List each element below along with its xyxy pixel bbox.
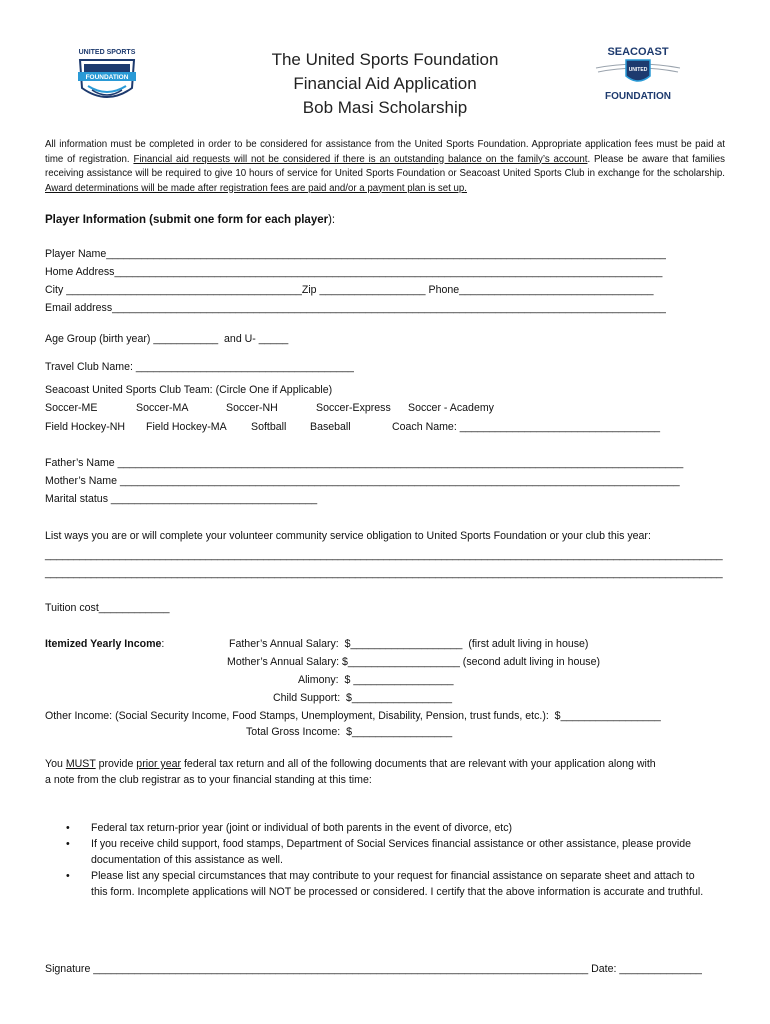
team-soccer-me[interactable]: Soccer-ME [45, 402, 98, 414]
father-name-field[interactable]: Father’s Name ________________________________________________________________________________________________ [45, 457, 684, 469]
doc-must: MUST [65, 758, 96, 770]
tuition-cost-field[interactable]: Tuition cost____________ [45, 602, 170, 614]
child-support-field[interactable]: Child Support: $_________________ [273, 692, 453, 704]
seacoast-logo-text: SEACOAST [607, 46, 669, 58]
intro-text-2: . Please be aware that families receiving assistance will be required to give 10 hours of service for United Sports Foundation or Seacoast United Sports Club in exchange for the scholarship. [45, 153, 725, 179]
document-title [200, 48, 570, 120]
home-address-field[interactable]: Home Address_____________________________________________________________________________________________ [45, 266, 663, 278]
bullet-icon: • [66, 838, 70, 850]
documents-bullet-list [66, 820, 706, 900]
doc-text-c: federal tax return and all of the following documents that are relevant with your application along with [181, 758, 656, 770]
total-gross-income-field[interactable]: Total Gross Income: $_________________ [246, 726, 453, 738]
itemized-income-colon: : [161, 638, 165, 650]
intro-text-1: All information must be completed in order to be considered for assistance from the United Sports Foundation. Appropriate application fees must be paid at time of registration. [45, 139, 725, 165]
list-item [66, 868, 706, 900]
doc-prior-year: prior year [136, 758, 182, 770]
player-info-heading-end: ): [328, 214, 336, 226]
intro-balance-notice: Financial aid requests will not be considered if there is an outstanding balance on the family’s account [133, 153, 588, 165]
itemized-income-label [45, 637, 164, 651]
seacoast-shield-icon [592, 44, 684, 104]
marital-status-field[interactable]: Marital status ___________________________________ [45, 493, 318, 505]
intro-award-notice: Award determinations will be made after registration fees are paid and/or a payment plan is set up. [45, 182, 467, 194]
united-sports-foundation-logo [72, 40, 142, 108]
player-info-heading-text: Player Information (submit one form for each player [45, 214, 329, 226]
mother-salary-field[interactable]: Mother’s Annual Salary: $___________________ (second adult living in house) [227, 656, 601, 668]
list-item [66, 820, 706, 836]
team-field-hockey-nh[interactable]: Field Hockey-NH [45, 421, 126, 433]
coach-name-field[interactable]: Coach Name: __________________________________ [392, 421, 661, 433]
title-line-1: The United Sports Foundation [271, 50, 499, 69]
bullet-icon: • [66, 870, 70, 882]
city-zip-phone-field[interactable]: City ________________________________________Zip __________________ Phone_________________________________ [45, 284, 654, 296]
seacoast-united-foundation-logo [592, 44, 684, 104]
team-heading: Seacoast United Sports Club Team: (Circle One if Applicable) [45, 384, 333, 396]
player-info-heading [45, 213, 335, 227]
team-soccer-ma[interactable]: Soccer-MA [136, 402, 189, 414]
email-address-field[interactable]: Email address______________________________________________________________________________________________ [45, 302, 666, 314]
title-line-3: Bob Masi Scholarship [302, 98, 468, 117]
united-shield-text: UNITED [628, 67, 648, 73]
bullet-icon: • [66, 822, 70, 834]
documents-instruction-line-1 [45, 757, 656, 771]
volunteer-prompt: List ways you are or will complete your volunteer community service obligation to United Sports Foundation or your club this year: [45, 530, 651, 542]
bullet-text: If you receive child support, food stamps, Department of Social Services financial assistance or other assistance, please provide documentation of this assistance as well. [91, 838, 692, 866]
bullet-text: Federal tax return-prior year (joint or individual of both parents in the event of divorce, etc) [91, 822, 513, 834]
bullet-text: Please list any special circumstances that may contribute to your request for financial assistance on separate sheet and attach to this form. Incomplete applications will NOT be processed or considered. I certify that the above information is accurate and truthful. [91, 870, 704, 898]
travel-club-field[interactable]: Travel Club Name: _____________________________________ [45, 361, 354, 373]
signature-date-field[interactable]: Signature ____________________________________________________________________________________ Date: ______________ [45, 963, 702, 975]
intro-paragraph [45, 138, 725, 196]
father-salary-field[interactable]: Father’s Annual Salary: $___________________ (first adult living in house) [229, 638, 589, 650]
list-item [66, 836, 706, 868]
team-soccer-express[interactable]: Soccer-Express [316, 402, 391, 414]
other-income-field[interactable]: Other Income: (Social Security Income, Food Stamps, Unemployment, Disability, Pension, trust funds, etc.): $_________________ [45, 710, 661, 722]
usf-crest-icon [72, 40, 142, 108]
title-line-2: Financial Aid Application [293, 74, 477, 93]
usf-logo-title-text: UNITED SPORTS [78, 49, 136, 56]
documents-instruction-line-2: a note from the club registrar as to your financial standing at this time: [45, 774, 372, 786]
usf-logo-foundation-text: FOUNDATION [85, 74, 129, 81]
itemized-income-text: Itemized Yearly Income [45, 638, 162, 650]
mother-name-field[interactable]: Mother’s Name _______________________________________________________________________________________________ [45, 475, 680, 487]
doc-text-a: You [45, 758, 66, 770]
volunteer-line-2[interactable]: ______________________________________________________________________________________________________________________ [45, 567, 723, 579]
team-field-hockey-ma[interactable]: Field Hockey-MA [146, 421, 227, 433]
foundation-logo-text: FOUNDATION [605, 91, 671, 102]
team-soccer-nh[interactable]: Soccer-NH [226, 402, 278, 414]
team-baseball[interactable]: Baseball [310, 421, 351, 433]
team-soccer-academy[interactable]: Soccer - Academy [408, 402, 494, 414]
player-name-field[interactable]: Player Name_______________________________________________________________________________________________ [45, 248, 666, 260]
alimony-field[interactable]: Alimony: $ _________________ [298, 674, 454, 686]
team-softball[interactable]: Softball [251, 421, 287, 433]
volunteer-line-1[interactable]: ______________________________________________________________________________________________________________________ [45, 549, 723, 561]
age-group-field[interactable]: Age Group (birth year) ___________ and U- _____ [45, 333, 289, 345]
doc-text-b: provide [95, 758, 137, 770]
